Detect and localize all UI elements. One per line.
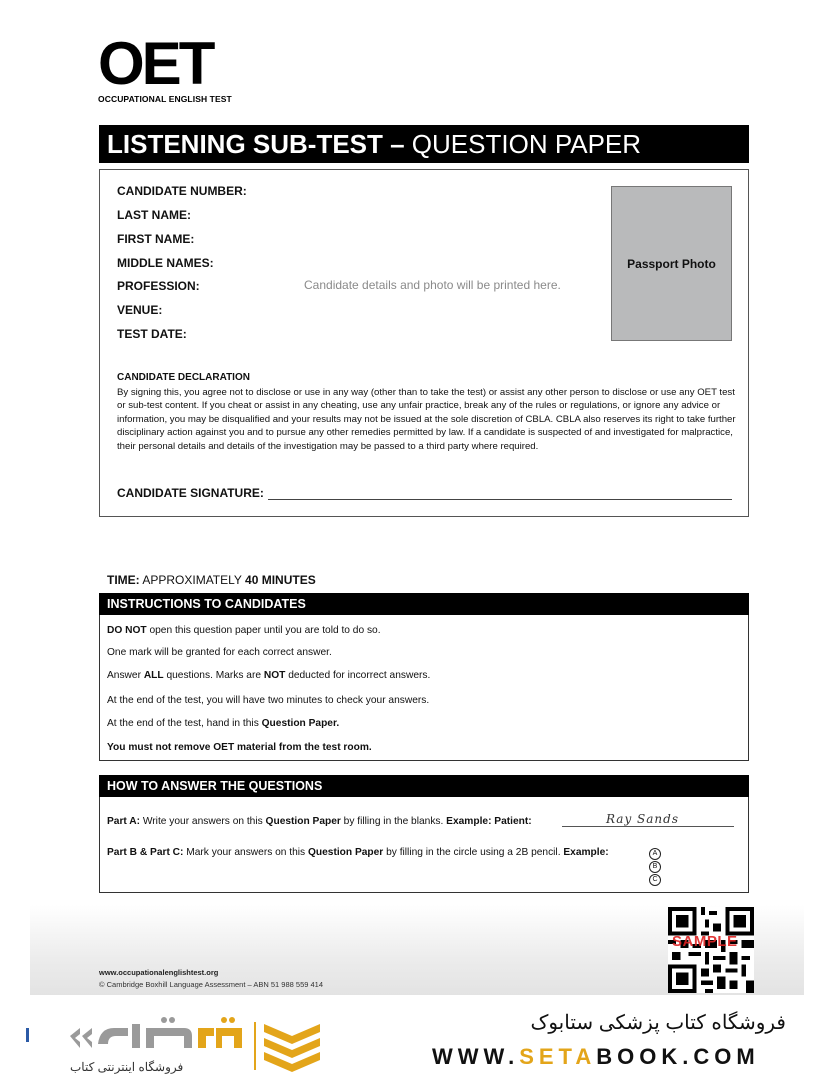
- pb-b: Mark your answers on this: [183, 847, 308, 858]
- instruction-line-6: You must not remove OET material from the test room.: [107, 742, 372, 753]
- signature-line[interactable]: [268, 499, 732, 500]
- store-website[interactable]: [432, 1044, 760, 1070]
- example-answer-line: [562, 826, 734, 827]
- instr5-b: Question Paper.: [261, 718, 340, 729]
- oet-logo: OET: [98, 30, 213, 97]
- part-a-instruction: [107, 816, 532, 827]
- store-title-persian: فروشگاه کتاب پزشکی ستابوک: [530, 1012, 786, 1034]
- instruction-line-2: One mark will be granted for each correct answer.: [107, 647, 332, 658]
- instruction-line-1: [107, 625, 381, 636]
- oet-logo-subtitle: OCCUPATIONAL ENGLISH TEST: [98, 94, 232, 104]
- part-bc-instruction: [107, 847, 609, 858]
- setabook-tagline: فروشگاه اینترنتی کتاب: [70, 1060, 184, 1074]
- option-a-circle[interactable]: A: [649, 848, 661, 860]
- pb-d: by filling in the circle using a 2B pencil.: [383, 847, 564, 858]
- qr-code-icon: [668, 907, 754, 993]
- footer-url[interactable]: www.occupationalenglishtest.org: [99, 968, 219, 977]
- pb-c: Question Paper: [307, 847, 384, 858]
- time-label: TIME:: [107, 573, 140, 587]
- field-first-name: FIRST NAME:: [117, 232, 195, 246]
- instr1-bold: DO NOT: [107, 625, 147, 636]
- instructions-heading: INSTRUCTIONS TO CANDIDATES: [99, 593, 749, 615]
- sample-watermark: SAMPLE: [672, 933, 738, 950]
- candidate-placeholder: Candidate details and photo will be printed here.: [304, 278, 561, 292]
- option-b-circle[interactable]: B: [649, 861, 661, 873]
- example-answer-text: Ray Sands: [606, 812, 680, 826]
- field-last-name: LAST NAME:: [117, 208, 191, 222]
- pa-c: Question Paper: [265, 816, 341, 827]
- time-info: [107, 573, 316, 587]
- how-to-answer-heading: HOW TO ANSWER THE QUESTIONS: [99, 775, 749, 797]
- blue-marker: [26, 1028, 29, 1042]
- declaration-title: CANDIDATE DECLARATION: [117, 372, 250, 383]
- field-venue: VENUE:: [117, 303, 163, 317]
- time-approx: APPROXIMATELY: [139, 573, 246, 587]
- instr3-e: deducted for incorrect answers.: [285, 670, 431, 681]
- pb-e: Example:: [563, 847, 609, 858]
- instr3-d: NOT: [263, 670, 286, 681]
- footer-copyright: © Cambridge Boxhill Language Assessment – ABN 51 988 559 414: [99, 980, 324, 989]
- option-c-circle[interactable]: C: [649, 874, 661, 886]
- signature-label: CANDIDATE SIGNATURE:: [117, 486, 264, 500]
- web-seta: SETA: [519, 1044, 597, 1069]
- instr3-a: Answer: [107, 670, 144, 681]
- instr5-a: At the end of the test, hand in this: [107, 718, 262, 729]
- page-title: [99, 125, 749, 163]
- web-prefix: WWW.: [432, 1044, 520, 1069]
- title-light: QUESTION PAPER: [404, 129, 642, 159]
- instruction-line-3: [107, 670, 430, 681]
- time-value: 40 MINUTES: [245, 573, 316, 587]
- instructions-box: [99, 615, 749, 761]
- pb-a: Part B & Part C:: [107, 847, 184, 858]
- instr1-rest: open this question paper until you are told to do so.: [146, 625, 381, 636]
- field-test-date: TEST DATE:: [117, 327, 187, 341]
- pa-d: by filling in the blanks.: [340, 816, 447, 827]
- pa-a: Part A:: [107, 816, 141, 827]
- title-bold: LISTENING SUB-TEST –: [107, 129, 405, 159]
- field-middle-names: MIDDLE NAMES:: [117, 256, 214, 270]
- field-profession: PROFESSION:: [117, 279, 200, 293]
- pa-b: Write your answers on this: [140, 816, 266, 827]
- passport-photo-label: Passport Photo: [627, 256, 716, 271]
- declaration-text: By signing this, you agree not to disclose or use in any way (other than to take the test) or assist any other person to disclose or use any OET test or sub-test content. If you cheat or assist in any cheating, use any unfair practice, break any of the rules or regulations, or ignore any advice or information, you may be disqualified and your results may not be issued at the sole discretion of CBLA. CBLA also reserves its right to take further disciplinary action against you and to pursue any other remedies permitted by law. If a candidate is suspected of and investigated for malpractice, their personal details and details of the investigation may be passed to a third party where required.: [117, 387, 736, 452]
- instruction-line-4: At the end of the test, you will have two minutes to check your answers.: [107, 695, 430, 706]
- instr3-b: ALL: [143, 670, 164, 681]
- passport-photo: [611, 186, 732, 341]
- web-suffix: BOOK.COM: [596, 1044, 760, 1069]
- instruction-line-5: [107, 718, 339, 729]
- field-candidate-number: CANDIDATE NUMBER:: [117, 184, 247, 198]
- instr3-c: questions. Marks are: [163, 670, 264, 681]
- pa-e: Example: Patient:: [446, 816, 532, 827]
